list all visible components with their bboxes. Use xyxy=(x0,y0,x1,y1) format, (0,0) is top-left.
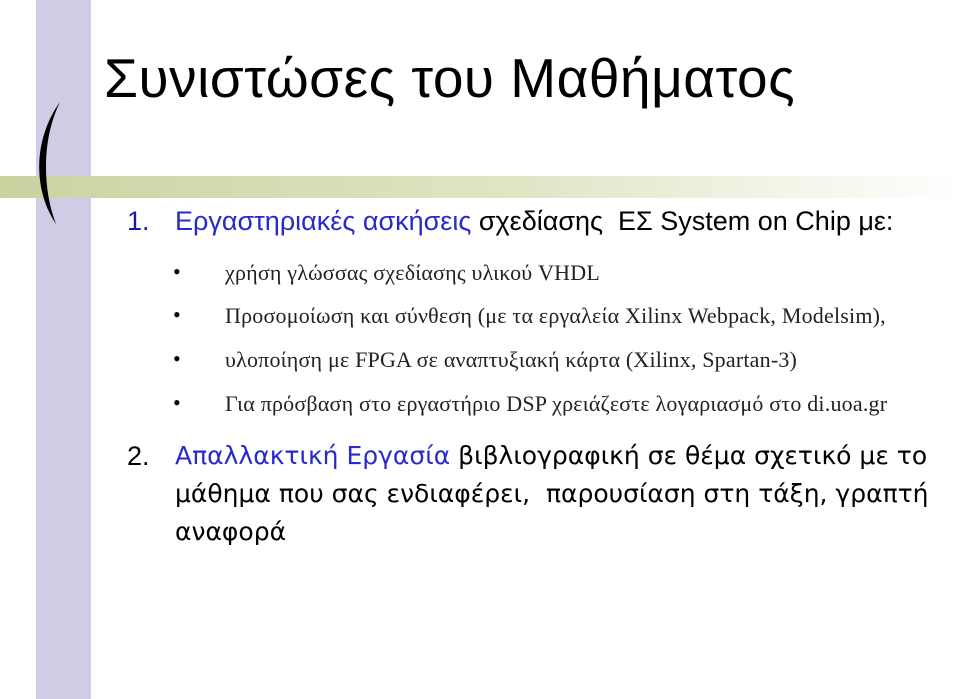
title-divider-bar xyxy=(0,176,960,198)
bullet-4-symbol: • xyxy=(173,390,181,415)
item-1-highlight: Εργαστηριακές ασκήσεις xyxy=(175,206,472,236)
item-2-highlight: Απαλλακτική Εργασία xyxy=(175,441,451,470)
item-1-text: σχεδίασης ΕΣ System on Chip με: xyxy=(471,206,894,236)
bullet-1-symbol: • xyxy=(173,259,181,284)
bullet-4-text: Για πρόσβαση στο εργαστήριο DSP χρειάζεστε λογαριασμό στο di.uoa.gr xyxy=(225,391,888,416)
bullet-1-text: χρήση γλώσσας σχεδίασης υλικού VHDL xyxy=(225,260,600,285)
bullet-2-symbol: • xyxy=(173,302,181,327)
bullet-2-text: Προσομοίωση και σύνθεση (με τα εργαλεία Xilinx Webpack, Modelsim), xyxy=(225,303,886,328)
item-2-text: βιβλιογραφική σε θέμα σχετικό με το μάθημα που σας ενδιαφέρει, παρουσίαση στη τάξη, γραπτή αναφορά xyxy=(175,441,937,546)
item-1-number: 1. xyxy=(127,206,150,236)
item-2 xyxy=(127,437,947,551)
item-1 xyxy=(127,206,893,237)
bullet-3-symbol: • xyxy=(173,346,181,371)
bullet-3-text: υλοποίηση με FPGA σε αναπτυξιακή κάρτα (Xilinx, Spartan-3) xyxy=(225,347,798,372)
item-2-number: 2. xyxy=(127,441,150,471)
bracket-decoration xyxy=(20,98,80,228)
slide-title: Συνιστώσες του Μαθήματος xyxy=(104,47,796,109)
